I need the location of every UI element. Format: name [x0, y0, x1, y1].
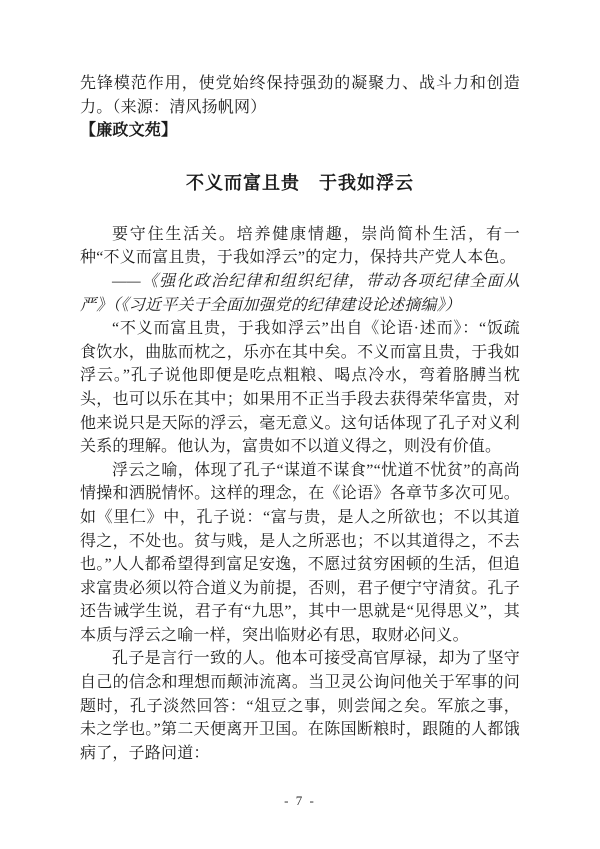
page-number: - 7 -: [284, 793, 316, 808]
article-paragraph: 孔子是言行一致的人。他本可接受高官厚禄，却为了坚守自己的信念和理想而颠沛流离。当卫灵公询问他关于军事的问题时，孔子淡然回答：“俎豆之事，则尝闻之矣。军旅之事，未之学也。”第二天便离开卫国。在陈国断粮时，跟随的人都饿病了，子路问道：: [80, 650, 520, 762]
article-paragraph: “不义而富且贵，于我如浮云”出自《论语·述而》：“饭疏食饮水，曲肱而枕之，乐亦在其中矣。不义而富且贵，于我如浮云。”孔子说他即便是吃点粗粮、喝点冷水，弯着胳膊当枕头，也可以乐在其中；如果用不正当手段去获得荣华富贵，对他来说只是天际的浮云，毫无意义。这句话体现了孔子对义利关系的理解。他认为，富贵如不以道义得之，则没有价值。: [80, 320, 520, 456]
article-lead-paragraph: 要守住生活关。培养健康情趣，崇尚简朴生活，有一种“不义而富且贵，于我如浮云”的定力，保持共产党人本色。: [80, 225, 520, 267]
article-attribution: ——《强化政治纪律和组织纪律，带动各项纪律全面从严》（《习近平关于全面加强党的纪律建设论述摘编》）: [80, 272, 520, 314]
article-paragraph: 浮云之喻，体现了孔子“谋道不谋食”“忧道不忧贫”的高尚情操和洒脱情怀。这样的理念，在《论语》各章节多次可见。如《里仁》中，孔子说：“富与贵，是人之所欲也；不以其道得之，不处也。贫与贱，是人之所恶也；不以其道得之，不去也。”人人都希望得到富足安逸，不愿过贫穷困顿的生活，但追求富贵必须以符合道义为前提，否则，君子便宁守清贫。孔子还告诫学生说，君子有“九思”，其中一思就是“见得思义”，其本质与浮云之喻一样，突出临财必有思，取财必问义。: [80, 461, 520, 644]
article-title: 不义而富且贵 于我如浮云: [186, 172, 414, 193]
section-heading: 【廉政文苑】: [80, 122, 178, 140]
continuation-paragraph: 先锋模范作用，使党始终保持强劲的凝聚力、战斗力和创造力。（来源：清风扬帆网）: [80, 75, 520, 116]
